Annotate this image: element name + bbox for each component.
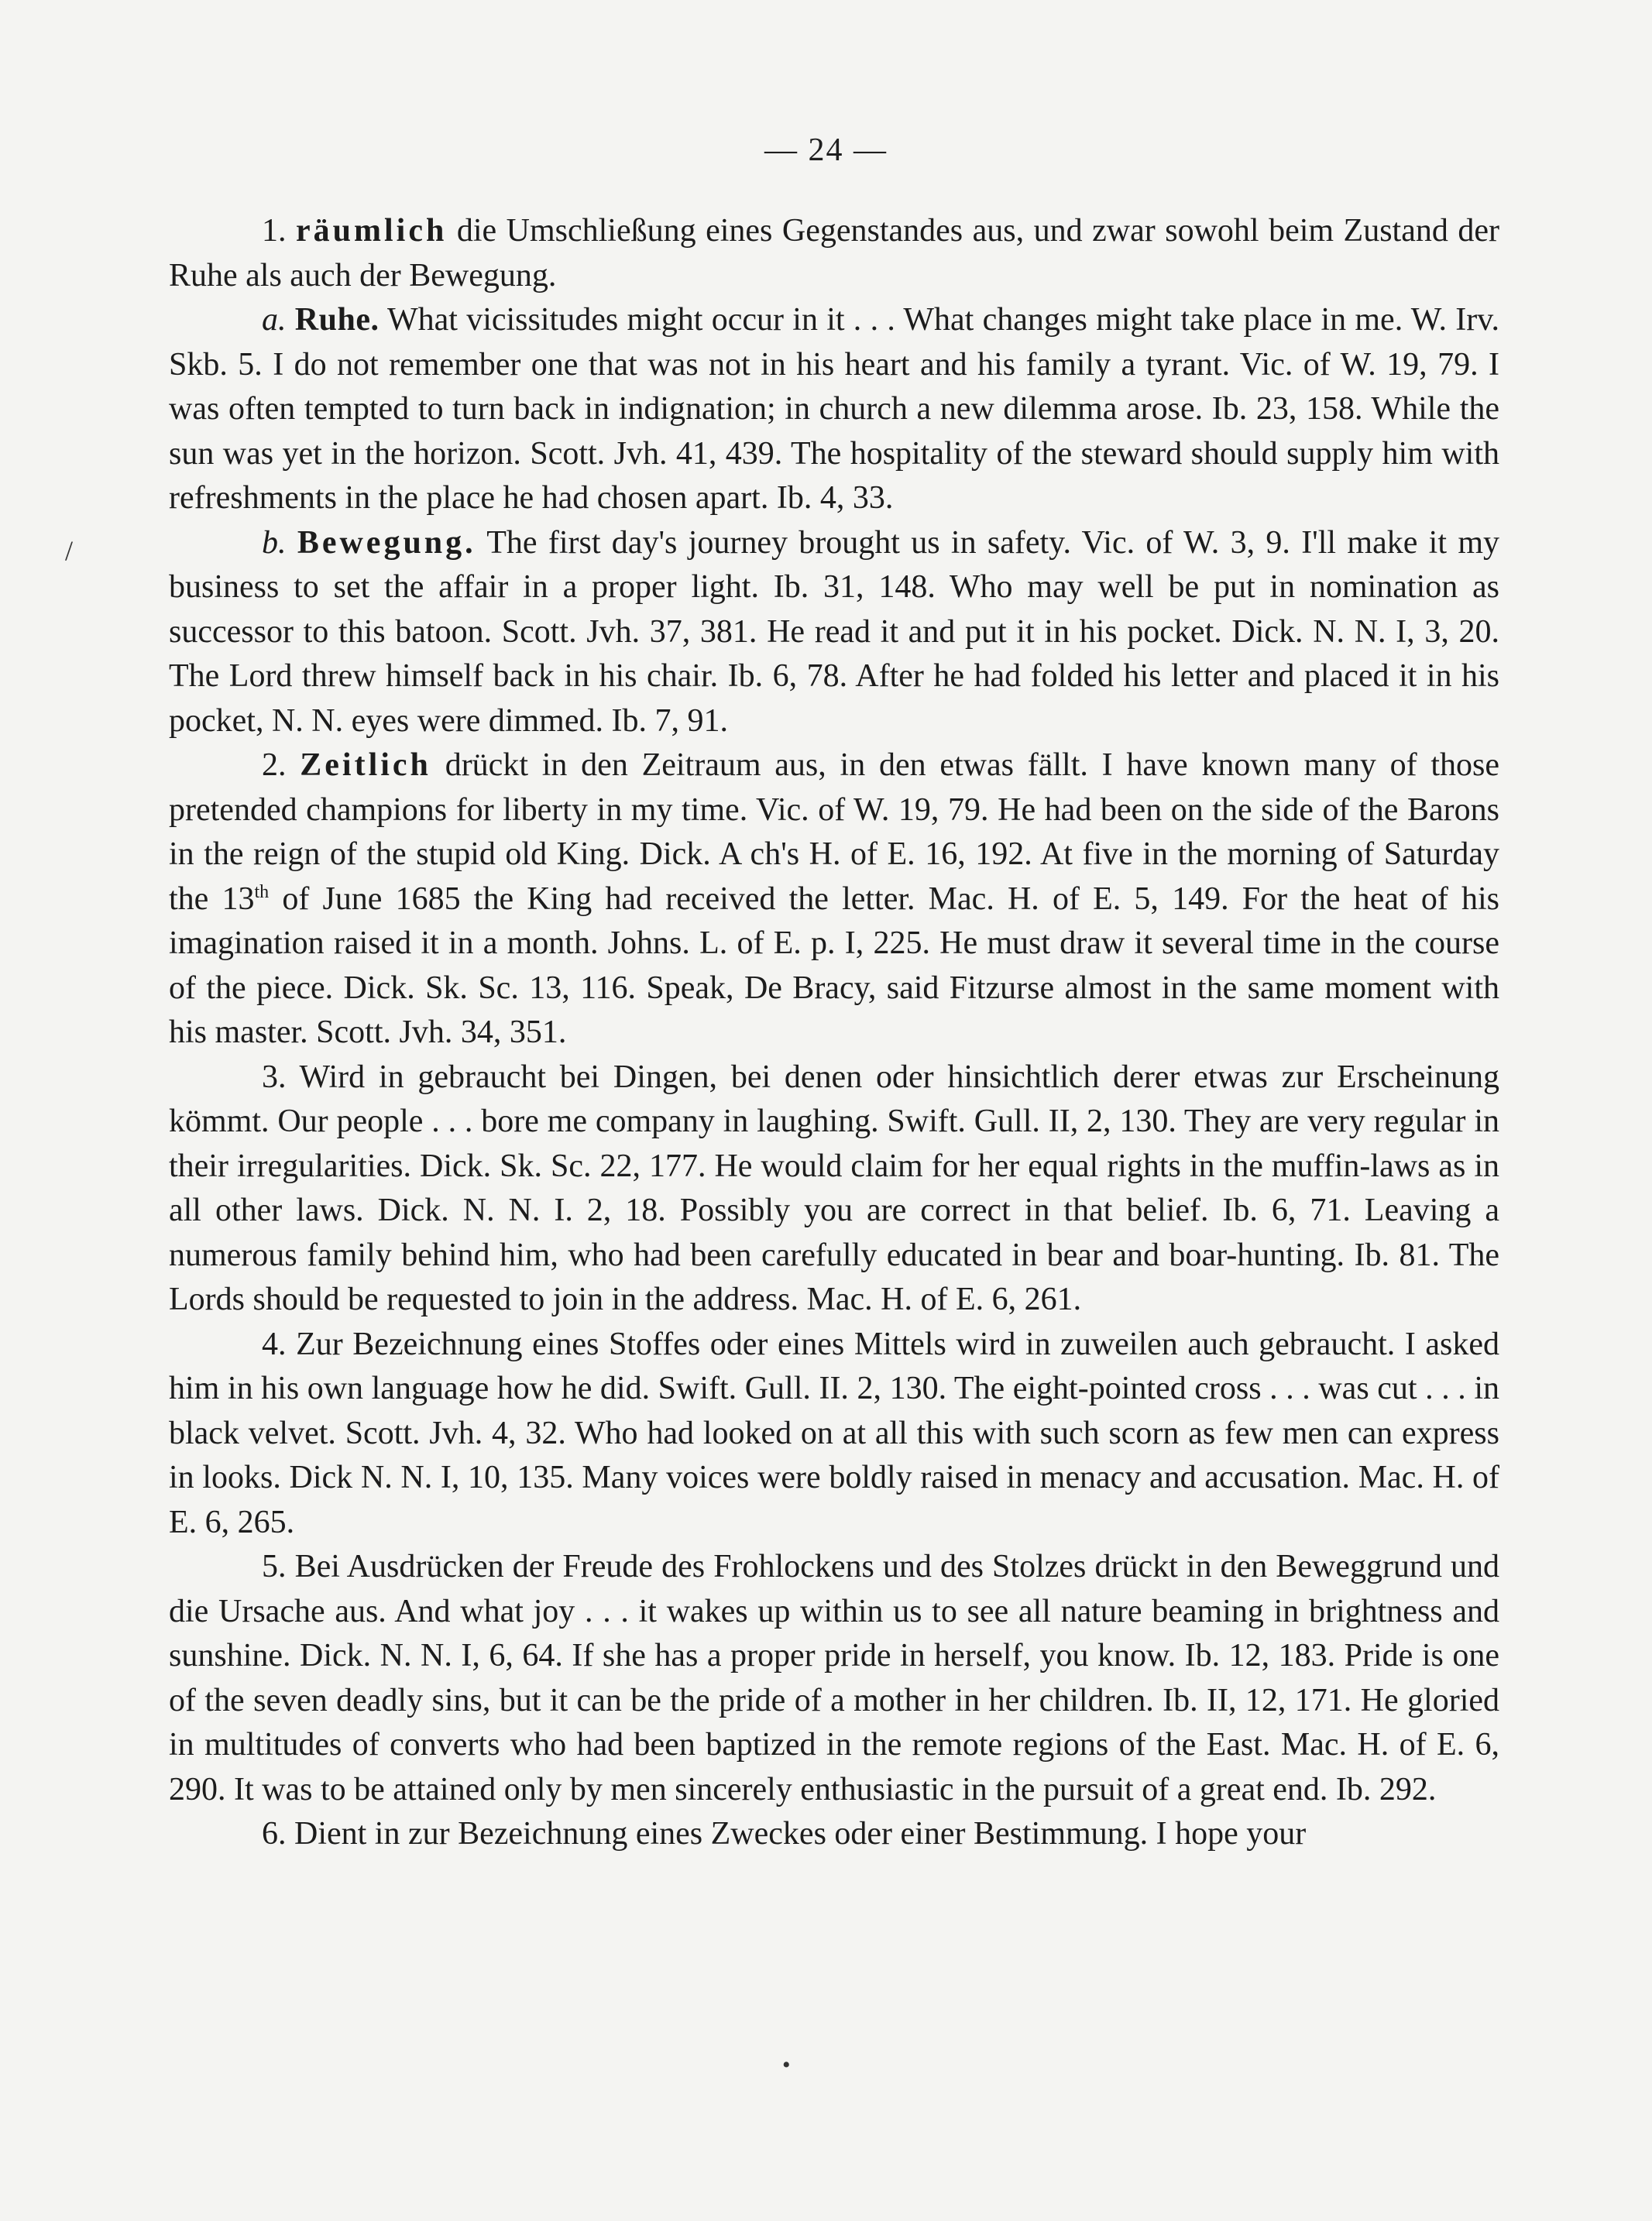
paragraph-6 bbox=[169, 1812, 1499, 1857]
paragraph-lead: Ruhe. bbox=[294, 302, 380, 338]
subsection-label: a. bbox=[262, 302, 287, 338]
paragraph-3 bbox=[169, 1056, 1499, 1323]
paragraph-1b bbox=[169, 521, 1499, 744]
paragraph-5 bbox=[169, 1545, 1499, 1812]
paragraph-1a bbox=[169, 298, 1499, 521]
body-text bbox=[169, 209, 1499, 1857]
paragraph-lead: Bewegung. bbox=[297, 524, 476, 561]
paragraph-number: 5. bbox=[262, 1549, 287, 1584]
paragraph-lead: Zeitlich bbox=[300, 747, 431, 783]
margin-mark: / bbox=[65, 535, 74, 566]
paragraph-number: 3. bbox=[262, 1059, 287, 1095]
paragraph-text: What vicissitudes might occur in it . . . What changes might take place in me. W. Irv. Skb. 5. I do not remember one that was not in his heart and his family a tyrant. Vic. of W. 19, 79. I was often tempted to turn back in indignation; in church a new dilemma arose. Ib. 23, 158. While the sun was yet in the horizon. Scott. Jvh. 41, 439. The hospitality of the steward should supply him with refreshments in the place he had chosen apart. Ib. 4, 33. bbox=[169, 302, 1499, 516]
subsection-label: b. bbox=[262, 524, 287, 561]
paragraph-text: Dient in zur Bezeichnung eines Zweckes oder einer Bestimmung. I hope your bbox=[294, 1816, 1307, 1852]
paragraph-lead: räumlich bbox=[296, 213, 448, 249]
paragraph-number: 4. bbox=[262, 1326, 287, 1362]
paragraph-number: 1. bbox=[262, 213, 287, 249]
paragraph-text: Wird in gebraucht bei Dingen, bei denen oder hinsichtlich derer etwas zur Erscheinung kömmt. Our people . . . bore me company in laughing. Swift. Gull. II, 2, 130. They are very regular in their irregularities. Dick. Sk. Sc. 22, 177. He would claim for her equal rights in the muffin-laws as in all other laws. Dick. N. N. I. 2, 18. Possibly you are correct in that belief. Ib. 6, 71. Leaving a numerous family behind him, who had been carefully educated in bear and boar-hunting. Ib. 81. The Lords should be requested to join in the address. Mac. H. of E. 6, 261. bbox=[169, 1059, 1499, 1317]
paragraph-text: The first day's journey brought us in safety. Vic. of W. 3, 9. I'll make it my business to set the affair in a proper light. Ib. 31, 148. Who may well be put in nomination as successor to this batoon. Scott. Jvh. 37, 381. He read it and put it in his pocket. Dick. N. N. I, 3, 20. The Lord threw himself back in his chair. Ib. 6, 78. After he had folded his letter and placed it in his pocket, N. N. eyes were dimmed. Ib. 7, 91. bbox=[169, 524, 1499, 739]
ink-dot-mark: • bbox=[782, 2052, 791, 2078]
paragraph-text: die Umschließung eines Gegenstandes aus, und zwar sowohl beim Zustand der Ruhe als auch der Bewegung. bbox=[169, 213, 1499, 294]
superscript: th bbox=[254, 881, 270, 902]
paragraph-number: 2. bbox=[262, 747, 287, 783]
paragraph-text: Bei Ausdrücken der Freude des Frohlockens und des Stolzes drückt in den Beweggrund und die Ursache aus. And what joy . . . it wakes up within us to see all nature beaming in brightness and sunshine. Dick. N. N. I, 6, 64. If she has a proper pride in herself, you know. Ib. 12, 183. Pride is one of the seven deadly sins, but it can be the pride of a mother in her children. Ib. II, 12, 171. He gloried in multitudes of converts who had been baptized in the remote regions of the East. Mac. H. of E. 6, 290. It was to be attained only by men sincerely enthusiastic in the pursuit of a great end. Ib. 292. bbox=[169, 1549, 1500, 1807]
paragraph-2 bbox=[169, 743, 1499, 1056]
paragraph-text-cont: of June 1685 the King had received the letter. Mac. H. of E. 5, 149. For the heat of his imagination raised it in a month. Johns. L. of E. p. I, 225. He must draw it several time in the course of the piece. Dick. Sk. Sc. 13, 116. Speak, De Bracy, said Fitzurse almost in the same moment with his master. Scott. Jvh. 34, 351. bbox=[169, 881, 1500, 1050]
paragraph-text: drückt in den Zeitraum aus, in den etwas fällt. I have known many of those pretended champions for liberty in my time. Vic. of W. 19, 79. He had been on the side of the Barons in the reign of the stupid old King. Dick. A ch's H. of E. 16, 192. At five in the morning of Saturday the 13 bbox=[169, 747, 1500, 917]
paragraph-4 bbox=[169, 1323, 1499, 1546]
paragraph-text: Zur Bezeichnung eines Stoffes oder eines Mittels wird in zuweilen auch gebraucht. I asked him in his own language how he did. Swift. Gull. II. 2, 130. The eight-pointed cross . . . was cut . . . in black velvet. Scott. Jvh. 4, 32. Who had looked on at all this with such scorn as few men can express in looks. Dick N. N. I, 10, 135. Many voices were boldly raised in menacy and accusation. Mac. H. of E. 6, 265. bbox=[169, 1326, 1500, 1540]
page-number: — 24 — bbox=[764, 132, 888, 168]
paragraph-number: 6. bbox=[262, 1816, 287, 1852]
paragraph-1 bbox=[169, 209, 1499, 298]
